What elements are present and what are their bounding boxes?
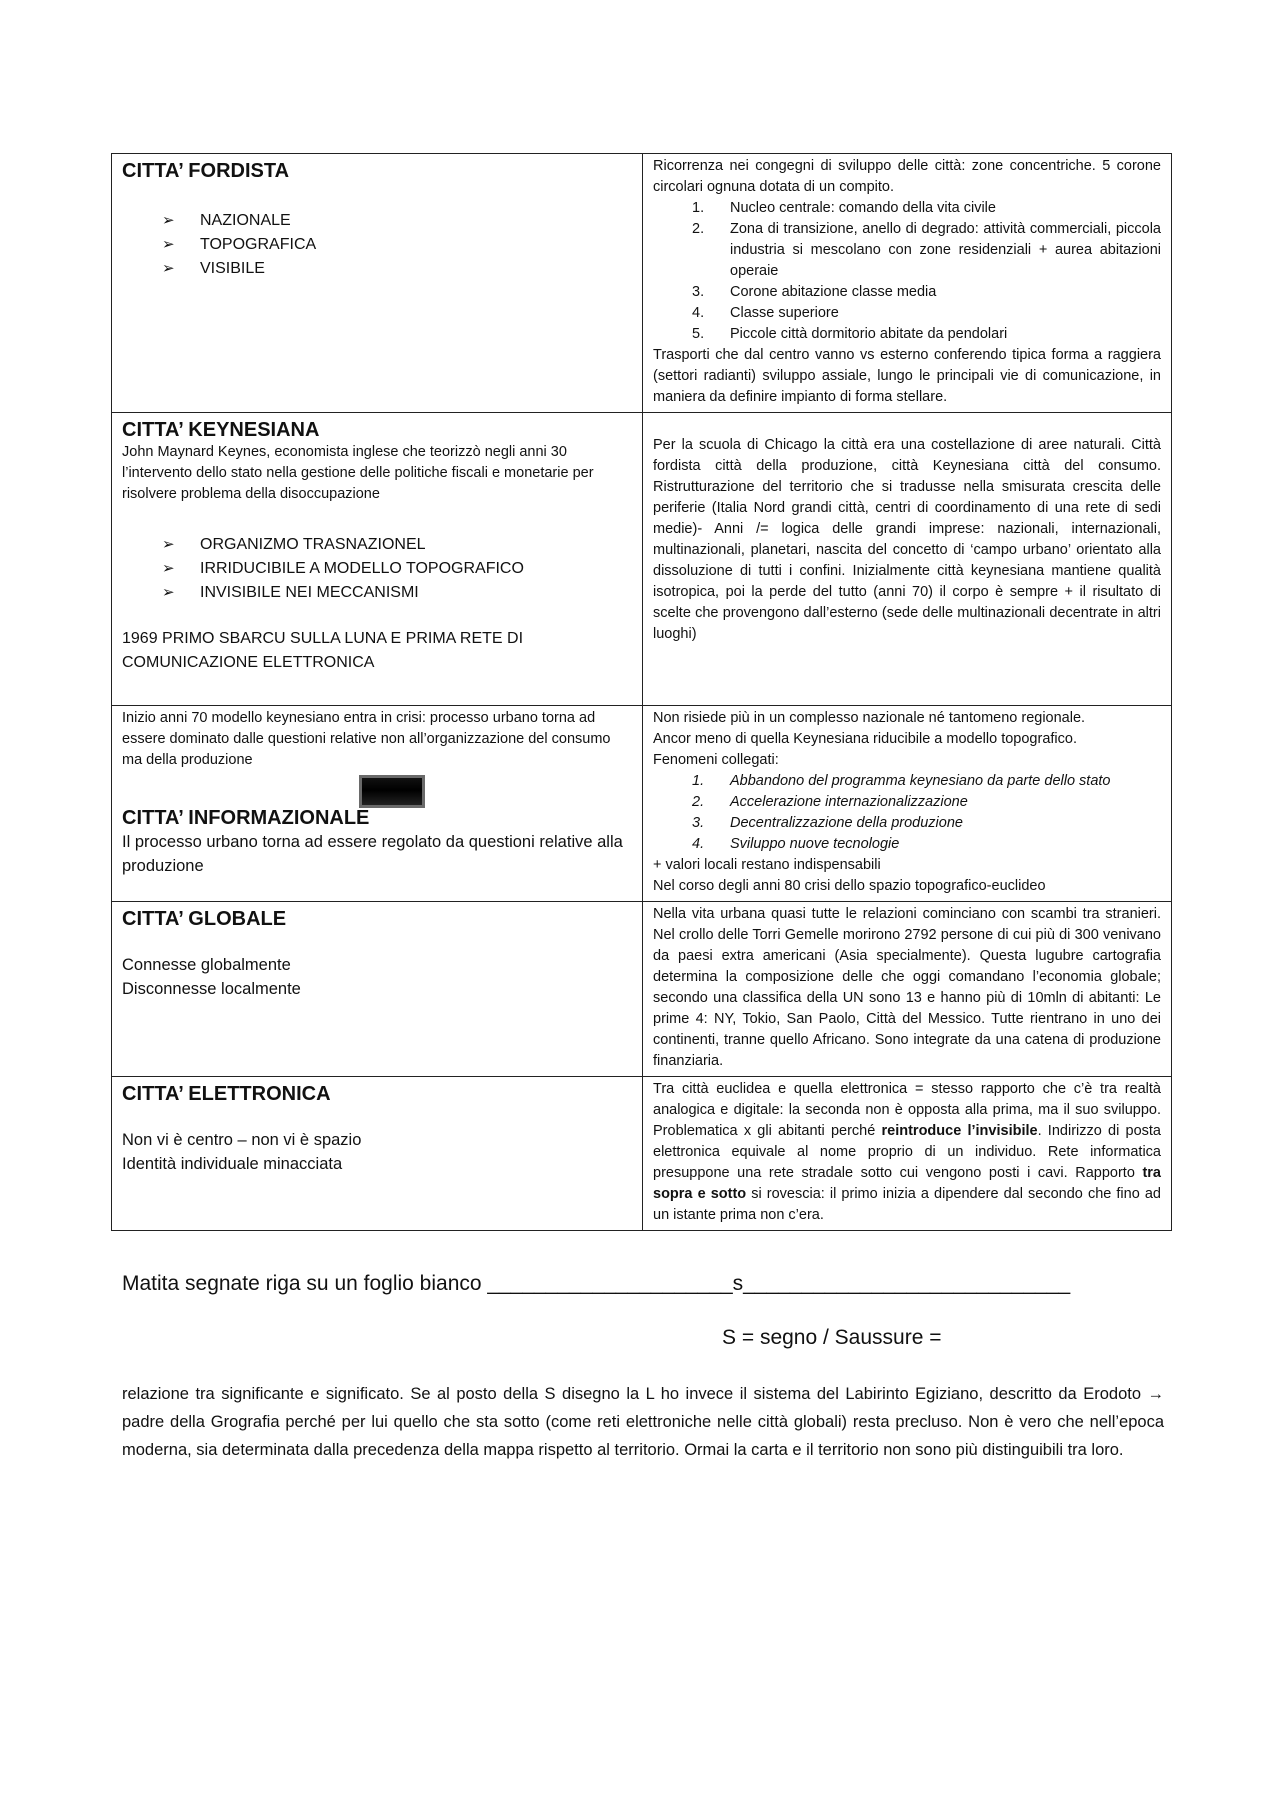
paragraph: 1969 PRIMO SBARCU SULLA LUNA E PRIMA RETE DI COMUNICAZIONE ELETTRONICA	[122, 630, 524, 671]
list-item: ➢ INVISIBILE NEI MECCANISMI	[122, 581, 632, 605]
list-item	[653, 792, 1161, 813]
table-row	[112, 413, 1172, 706]
paragraph: Trasporti che dal centro vanno vs esterno conferendo tipica forma a raggiera (settori radianti) sviluppo assiale, lungo le principali vie di comunicazione, in maniera da definire impianto di forma stellare.	[653, 347, 1161, 405]
cell-right	[643, 154, 1172, 413]
list-item: ➢ VISIBILE	[122, 257, 632, 281]
arrow-icon: →	[1147, 1385, 1164, 1403]
bullet-list	[122, 209, 632, 281]
bold-text: tra sopra e sotto	[653, 1165, 1161, 1202]
section-title: CITTA’ ELETTRONICA	[122, 1083, 331, 1105]
list-number: 2.	[692, 221, 705, 237]
list-item	[653, 219, 1161, 282]
section-title: CITTA’ KEYNESIANA	[122, 419, 320, 441]
paragraph: Il processo urbano torna ad essere regolato da questioni relative alla produzione	[122, 833, 623, 875]
table-row	[112, 902, 1172, 1077]
list-number: 3.	[692, 284, 705, 300]
section-title: CITTA’ FORDISTA	[122, 160, 290, 182]
black-rectangle-shape	[359, 775, 425, 808]
list-item	[653, 771, 1161, 792]
numbered-list	[653, 771, 1161, 855]
list-item: ➢ ORGANIZMO TRASNAZIONEL	[122, 533, 632, 557]
paragraph-line: Fenomeni collegati:	[653, 752, 779, 768]
list-item	[653, 813, 1161, 834]
paragraph-line: Non vi è centro – non vi è spazio	[122, 1131, 362, 1149]
cell-left	[112, 902, 643, 1077]
paragraph-line: + valori locali restano indispensabili	[653, 857, 881, 873]
paragraph: Inizio anni 70 modello keynesiano entra in crisi: processo urbano torna ad essere dominato dalle questioni relative non all’organizzazione del consumo ma della produzione	[122, 710, 611, 768]
paragraph: Ricorrenza nei congegni di sviluppo delle città: zone concentriche. 5 corone circolari ognuna dotata di un compito.	[653, 158, 1161, 195]
closing-paragraph	[122, 1380, 1164, 1464]
list-number: 4.	[692, 836, 705, 852]
cell-right	[643, 706, 1172, 902]
paragraph	[653, 1079, 1161, 1226]
city-models-table	[111, 153, 1172, 1231]
text-run: Tra città euclidea e quella elettronica = stesso rapporto che c’è tra realtà analogica e digitale: la seconda non è opposta alla prima, ma il suo sviluppo. Problematica x gli abitanti perché	[653, 1081, 1161, 1139]
list-text: Zona di transizione, anello di degrado: attività commerciali, piccola industria si mescolano con zone residenziali + aurea abitazioni operaie	[730, 221, 1161, 279]
list-item	[653, 282, 1161, 303]
bold-text: reintroduce l’invisibile	[881, 1123, 1038, 1139]
list-number: 2.	[692, 794, 705, 810]
numbered-list	[653, 198, 1161, 345]
list-number: 3.	[692, 815, 705, 831]
list-item: ➢ TOPOGRAFICA	[122, 233, 632, 257]
text-run: si rovescia: il primo inizia a dipendere dal secondo che fino ad un istante prima non c’era.	[653, 1186, 1161, 1223]
list-number: 4.	[692, 305, 705, 321]
text-run: padre della Grografia perché per lui quello che sta sotto (come reti elettroniche nelle città globali) resta precluso. Non è vero che nell’epoca moderna, sia determinata dalla precedenza della mappa rispetto al territorio. Ormai la carta e il territorio non sono più distinguibili tra loro.	[122, 1413, 1164, 1459]
cell-right	[643, 902, 1172, 1077]
cell-right	[643, 1077, 1172, 1231]
list-text: Nucleo centrale: comando della vita civile	[730, 200, 996, 216]
cell-left	[112, 413, 643, 706]
section-title: CITTA’ INFORMAZIONALE	[122, 807, 370, 829]
paragraph-line: Identità individuale minacciata	[122, 1155, 343, 1173]
list-text: Classe superiore	[730, 305, 839, 321]
list-text: Piccole città dormitorio abitate da pendolari	[730, 326, 1008, 342]
list-number: 5.	[692, 326, 705, 342]
list-text: Abbandono del programma keynesiano da parte dello stato	[730, 773, 1111, 789]
paragraph-line: Non risiede più in un complesso nazionale né tantomeno regionale.	[653, 710, 1086, 726]
bullet-list	[122, 533, 632, 605]
paragraph: Per la scuola di Chicago la città era una costellazione di aree naturali. Città fordista città della produzione, città Keynesiana città del consumo. Ristrutturazione del territorio che si tradusse nella smisurata crescita delle periferie (Italia Nord grandi città, centri di coordinamento di una rete di sedi medie)- Anni /= logica delle grandi imprese: nazionali, internazionali, multinazionali, planetari, nascita del concetto di ‘campo urbano’ orientato alla dissoluzione di tutti i confini. Inizialmente città keynesiana mantiene qualità isotropica, poi la perde del tutto (anni 70) il corpo è sempre + il risultato di scelte che provengono dall’esterno (sede delle multinazionali decentrate in altri luoghi)	[653, 437, 1161, 642]
paragraph-line: Connesse globalmente	[122, 956, 291, 974]
list-text: Accelerazione internazionalizzazione	[730, 794, 968, 810]
table-row	[112, 154, 1172, 413]
list-number: 1.	[692, 200, 705, 216]
list-item	[653, 303, 1161, 324]
paragraph-line: Disconnesse localmente	[122, 980, 301, 998]
sign-definition: S = segno / Saussure =	[722, 1326, 942, 1349]
section-title: CITTA’ GLOBALE	[122, 908, 287, 930]
list-text: Decentralizzazione della produzione	[730, 815, 963, 831]
paragraph: Nella vita urbana quasi tutte le relazioni cominciano con scambi tra stranieri. Nel crollo delle Torri Gemelle morirono 2792 persone di cui più di 300 venivano da paesi extra americani (Asia specialmente). Questa lugubre cartografia determina la composizione delle che oggi comandano l’economia globale; secondo una classifica della UN sono 13 e hanno più di 10mln di abitanti: Le prime 4: NY, Tokio, San Paolo, Città del Messico. Tutte rientrano in uno dei continenti, tranne quello Africano. Sono integrate da una catena di produzione finanziaria.	[653, 906, 1161, 1069]
text-run: . Indirizzo di posta elettronica equivale al nome proprio di un individuo. Rete informatica presuppone una rete stradale sotto cui vengono posti i cavi. Rapporto	[653, 1123, 1161, 1181]
list-item	[653, 198, 1161, 219]
list-item: ➢ IRRIDUCIBILE A MODELLO TOPOGRAFICO	[122, 557, 632, 581]
cell-left	[112, 1077, 643, 1231]
paragraph: John Maynard Keynes, economista inglese che teorizzò negli anni 30 l’intervento dello stato nella gestione delle politiche fiscali e monetarie per risolvere problema della disoccupazione	[122, 444, 594, 502]
cell-left	[112, 154, 643, 413]
list-text: Sviluppo nuove tecnologie	[730, 836, 900, 852]
cell-right	[643, 413, 1172, 706]
paragraph-line: Ancor meno di quella Keynesiana riducibile a modello topografico.	[653, 731, 1077, 747]
list-number: 1.	[692, 773, 705, 789]
list-text: Corone abitazione classe media	[730, 284, 937, 300]
paragraph-line: Nel corso degli anni 80 crisi dello spazio topografico-euclideo	[653, 878, 1046, 894]
table-row	[112, 1077, 1172, 1231]
list-item	[653, 324, 1161, 345]
table-row	[112, 706, 1172, 902]
cell-left	[112, 706, 643, 902]
text-run: relazione tra significante e significato. Se al posto della S disegno la L ho invece il sistema del Labirinto Egiziano, descritto da Erodoto	[122, 1385, 1148, 1403]
list-item: ➢ NAZIONALE	[122, 209, 632, 233]
pencil-line-text: Matita segnate riga su un foglio bianco _____________________s____________________________	[122, 1272, 1071, 1295]
list-item	[653, 834, 1161, 855]
